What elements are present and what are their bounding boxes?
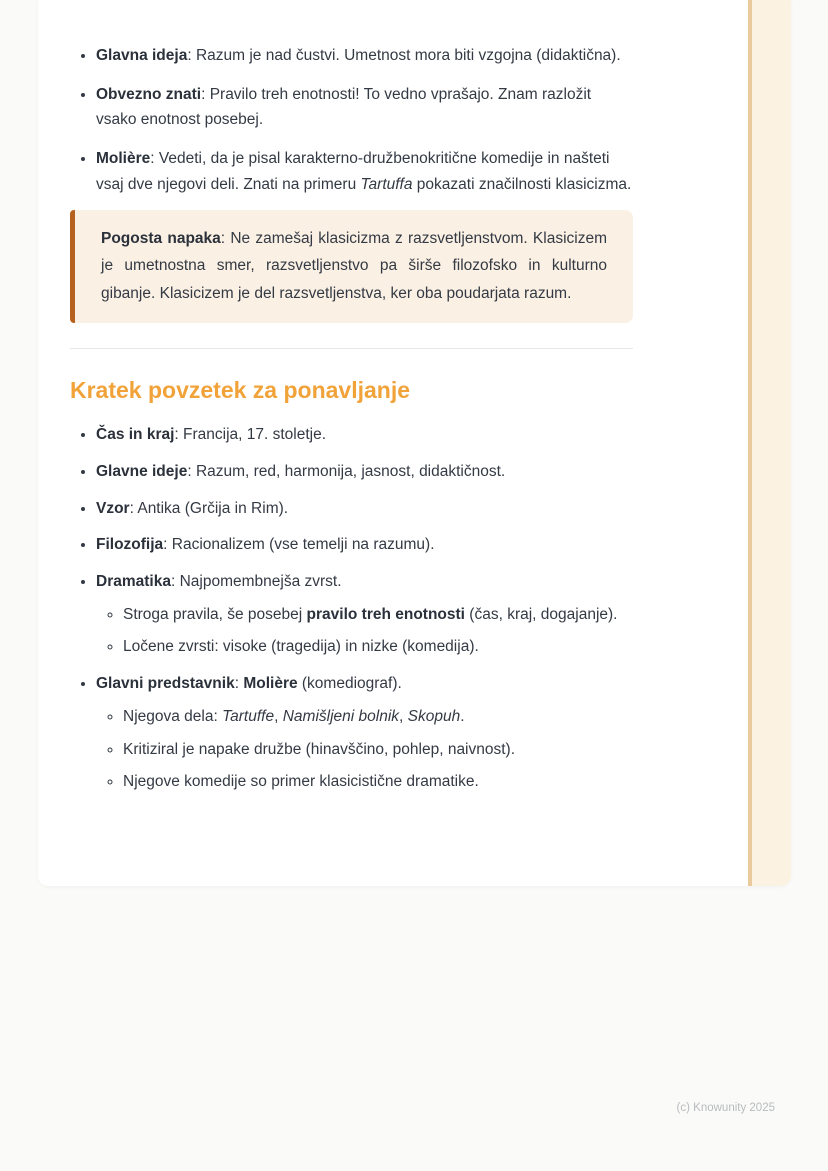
page-accent-stripe: [748, 0, 791, 886]
bullet-item: • Glavne ideje: Razum, red, harmonija, jasnost, didaktičnost.: [96, 459, 633, 485]
bullet-item: • Obvezno znati: Pravilo treh enotnosti! To vedno vprašajo. Znam razložit vsako enotnost posebej.: [96, 82, 633, 133]
summary-heading: Kratek povzetek za ponavljanje: [70, 377, 411, 404]
footer-credit: (c) Knowunity 2025: [676, 1102, 775, 1114]
callout-text: Pogosta napaka: Ne zamešaj klasicizma z razsvetljenstvom. Klasicizem je umetnostna smer, razsvetljenstvo pa širše filozofsko in kulturno gibanje. Klasicizem je del razsvetljenstva, ker oba poudarjata razum.: [101, 229, 607, 302]
bullet-item: • Vzor: Antika (Grčija in Rim).: [96, 496, 633, 522]
bullet-item: • Filozofija: Racionalizem (vse temelji na razumu).: [96, 532, 633, 558]
bullet-item-text: Glavni predstavnik: Molière (komediograf).: [96, 675, 402, 693]
sub-bullet-item: ◦ Kritiziral je napake družbe (hinavščino, pohlep, naivnost).: [123, 737, 633, 763]
page-content: [38, 0, 633, 795]
bullet-item: • Čas in kraj: Francija, 17. stoletje.: [96, 422, 633, 448]
sub-bullet-list: [96, 704, 633, 795]
summary-list: [70, 422, 633, 795]
bullet-item: • Molière: Vedeti, da je pisal karakterno-družbenokritične komedije in našteti vsaj dve njegovi deli. Znati na primeru Tartuffa pokazati značilnosti klasicizma.: [96, 146, 633, 197]
exam-notes-list: [70, 43, 633, 198]
sub-bullet-item: ◦ Stroga pravila, še posebej pravilo treh enotnosti (čas, kraj, dogajanje).: [123, 602, 633, 628]
bullet-item: [96, 569, 633, 660]
sub-bullet-item: ◦ Njegova dela: Tartuffe, Namišljeni bolnik, Skopuh.: [123, 704, 633, 730]
bullet-item: [96, 671, 633, 795]
bullet-item: • Glavna ideja: Razum je nad čustvi. Umetnost mora biti vzgojna (didaktična).: [96, 43, 633, 69]
bullet-item-text: Dramatika: Najpomembnejša zvrst.: [96, 572, 342, 590]
document-page: [38, 0, 791, 886]
section-divider: [70, 348, 633, 349]
sub-bullet-item: ◦ Njegove komedije so primer klasicistične dramatike.: [123, 769, 633, 795]
sub-bullet-item: ◦ Ločene zvrsti: visoke (tragedija) in nizke (komedija).: [123, 634, 633, 660]
common-mistake-callout: [70, 210, 633, 324]
sub-bullet-list: [96, 602, 633, 660]
